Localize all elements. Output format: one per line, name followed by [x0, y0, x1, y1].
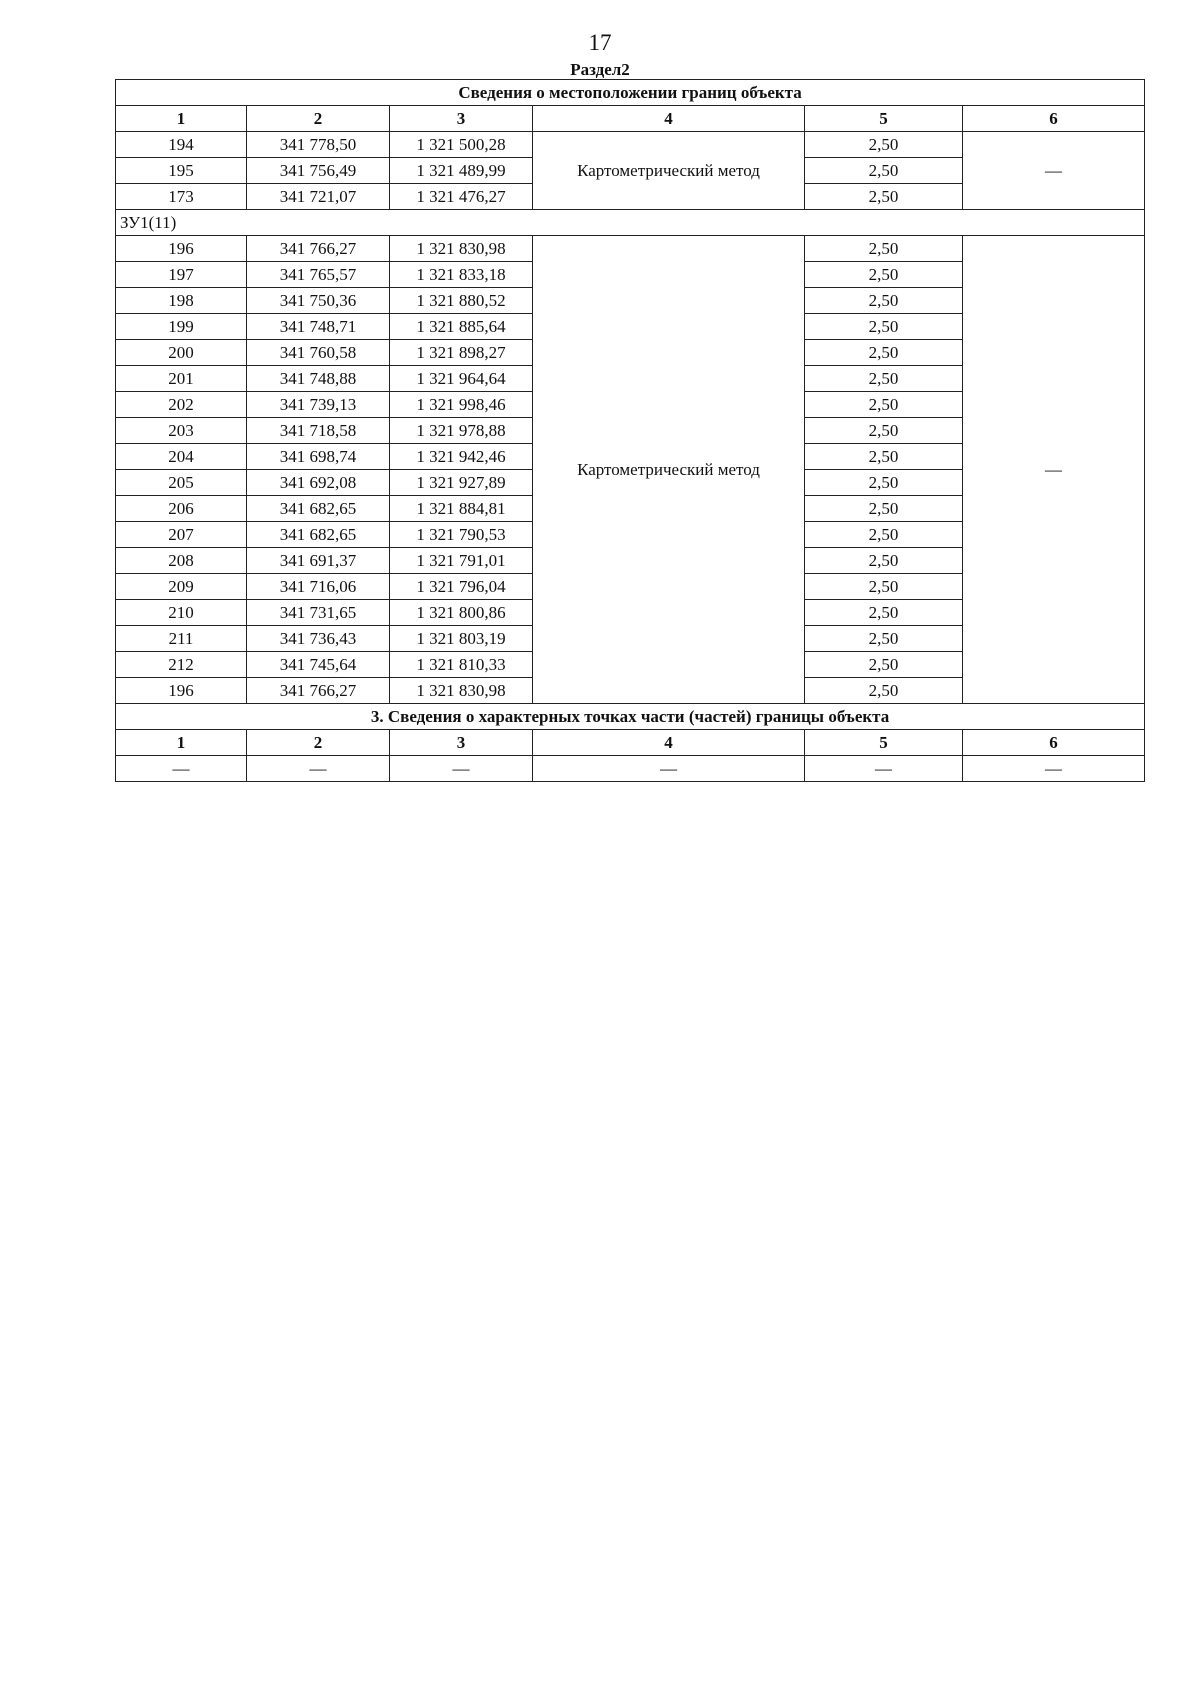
empty-cell: —: [963, 756, 1145, 782]
point-number: 206: [116, 496, 247, 522]
accuracy-value: 2,50: [805, 444, 963, 470]
section3-title-row: [116, 704, 1145, 730]
coordinate-y: 1 321 810,33: [390, 652, 533, 678]
accuracy-value: 2,50: [805, 158, 963, 184]
coordinate-x: 341 691,37: [247, 548, 390, 574]
column-header-row: [116, 106, 1145, 132]
coordinate-y: 1 321 942,46: [390, 444, 533, 470]
column-header: 5: [805, 730, 963, 756]
accuracy-value: 2,50: [805, 678, 963, 704]
table-row: [116, 756, 1145, 782]
point-number: 212: [116, 652, 247, 678]
empty-cell: —: [533, 756, 805, 782]
empty-cell: —: [390, 756, 533, 782]
point-number: 204: [116, 444, 247, 470]
empty-cell: —: [247, 756, 390, 782]
accuracy-value: 2,50: [805, 548, 963, 574]
point-number: 202: [116, 392, 247, 418]
coordinate-x: 341 698,74: [247, 444, 390, 470]
accuracy-value: 2,50: [805, 522, 963, 548]
coordinate-y: 1 321 885,64: [390, 314, 533, 340]
column-header: 5: [805, 106, 963, 132]
point-number: 199: [116, 314, 247, 340]
coordinate-y: 1 321 830,98: [390, 678, 533, 704]
coordinate-x: 341 721,07: [247, 184, 390, 210]
coordinate-y: 1 321 998,46: [390, 392, 533, 418]
empty-cell: —: [116, 756, 247, 782]
accuracy-value: 2,50: [805, 288, 963, 314]
coordinate-y: 1 321 978,88: [390, 418, 533, 444]
column-header: 4: [533, 730, 805, 756]
point-number: 203: [116, 418, 247, 444]
point-number: 205: [116, 470, 247, 496]
point-number: 209: [116, 574, 247, 600]
column-header: 1: [116, 106, 247, 132]
coordinate-x: 341 766,27: [247, 236, 390, 262]
point-number: 194: [116, 132, 247, 158]
coordinate-y: 1 321 880,52: [390, 288, 533, 314]
coordinate-y: 1 321 500,28: [390, 132, 533, 158]
accuracy-value: 2,50: [805, 340, 963, 366]
point-number: 201: [116, 366, 247, 392]
column-header: 6: [963, 106, 1145, 132]
accuracy-value: 2,50: [805, 600, 963, 626]
coordinate-x: 341 745,64: [247, 652, 390, 678]
coordinate-x: 341 731,65: [247, 600, 390, 626]
group-label: ЗУ1(11): [116, 210, 1145, 236]
accuracy-value: 2,50: [805, 574, 963, 600]
column-header: 3: [390, 730, 533, 756]
empty-cell: —: [805, 756, 963, 782]
coordinate-x: 341 765,57: [247, 262, 390, 288]
point-number: 198: [116, 288, 247, 314]
point-number: 173: [116, 184, 247, 210]
point-number: 196: [116, 678, 247, 704]
column-header: 6: [963, 730, 1145, 756]
section-title: Раздел2: [570, 60, 630, 79]
accuracy-value: 2,50: [805, 236, 963, 262]
point-number: 211: [116, 626, 247, 652]
accuracy-value: 2,50: [805, 262, 963, 288]
column-header: 2: [247, 730, 390, 756]
table-row: [116, 132, 1145, 158]
coordinate-x: 341 718,58: [247, 418, 390, 444]
point-number: 197: [116, 262, 247, 288]
coordinate-y: 1 321 800,86: [390, 600, 533, 626]
point-number: 200: [116, 340, 247, 366]
note-cell: —: [963, 132, 1145, 210]
coordinate-x: 341 682,65: [247, 496, 390, 522]
boundary-table: [115, 79, 1145, 782]
column-header: 3: [390, 106, 533, 132]
point-number: 195: [116, 158, 247, 184]
point-number: 208: [116, 548, 247, 574]
column-header: 1: [116, 730, 247, 756]
table-row: [116, 236, 1145, 262]
column-header: 2: [247, 106, 390, 132]
coordinate-y: 1 321 830,98: [390, 236, 533, 262]
accuracy-value: 2,50: [805, 314, 963, 340]
accuracy-value: 2,50: [805, 496, 963, 522]
accuracy-value: 2,50: [805, 184, 963, 210]
point-number: 196: [116, 236, 247, 262]
accuracy-value: 2,50: [805, 132, 963, 158]
coordinate-x: 341 682,65: [247, 522, 390, 548]
coordinate-x: 341 760,58: [247, 340, 390, 366]
coordinate-y: 1 321 964,64: [390, 366, 533, 392]
coordinate-y: 1 321 790,53: [390, 522, 533, 548]
method-cell: Картометрический метод: [533, 132, 805, 210]
coordinate-y: 1 321 796,04: [390, 574, 533, 600]
coordinate-y: 1 321 476,27: [390, 184, 533, 210]
coordinate-y: 1 321 927,89: [390, 470, 533, 496]
coordinate-x: 341 778,50: [247, 132, 390, 158]
page-number: 17: [588, 30, 612, 55]
coordinate-y: 1 321 803,19: [390, 626, 533, 652]
method-cell: Картометрический метод: [533, 236, 805, 704]
coordinate-x: 341 748,71: [247, 314, 390, 340]
coordinate-x: 341 766,27: [247, 678, 390, 704]
point-number: 207: [116, 522, 247, 548]
coordinate-x: 341 736,43: [247, 626, 390, 652]
coordinate-x: 341 739,13: [247, 392, 390, 418]
point-number: 210: [116, 600, 247, 626]
coordinate-y: 1 321 833,18: [390, 262, 533, 288]
coordinate-y: 1 321 884,81: [390, 496, 533, 522]
coordinate-x: 341 750,36: [247, 288, 390, 314]
section3-title: 3. Сведения о характерных точках части (частей) границы объекта: [116, 704, 1145, 730]
coordinate-x: 341 756,49: [247, 158, 390, 184]
accuracy-value: 2,50: [805, 392, 963, 418]
accuracy-value: 2,50: [805, 418, 963, 444]
group-row: [116, 210, 1145, 236]
coordinate-x: 341 716,06: [247, 574, 390, 600]
accuracy-value: 2,50: [805, 470, 963, 496]
accuracy-value: 2,50: [805, 366, 963, 392]
coordinate-y: 1 321 489,99: [390, 158, 533, 184]
accuracy-value: 2,50: [805, 652, 963, 678]
coordinate-y: 1 321 791,01: [390, 548, 533, 574]
coordinate-x: 341 748,88: [247, 366, 390, 392]
coordinate-y: 1 321 898,27: [390, 340, 533, 366]
coordinate-x: 341 692,08: [247, 470, 390, 496]
column-header: 4: [533, 106, 805, 132]
note-cell: —: [963, 236, 1145, 704]
accuracy-value: 2,50: [805, 626, 963, 652]
table-title: Сведения о местоположении границ объекта: [116, 80, 1145, 106]
section3-column-header-row: [116, 730, 1145, 756]
